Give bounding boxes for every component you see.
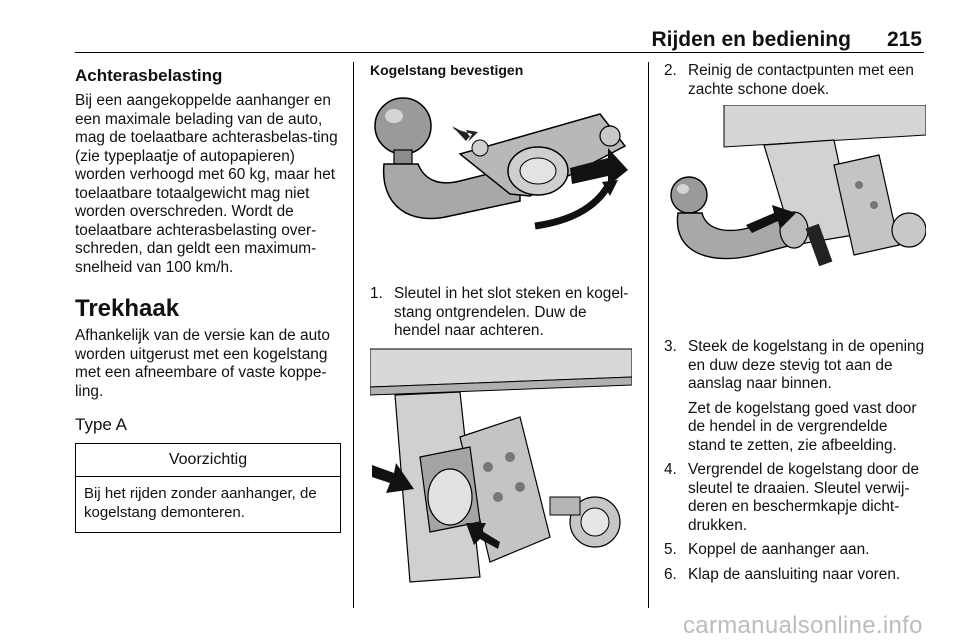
column-divider-2 (648, 62, 649, 608)
step-1 (370, 285, 635, 341)
step-3 (664, 338, 926, 394)
heading-type-a: Type A (75, 415, 127, 434)
step-5 (664, 541, 926, 560)
page-number: 215 (886, 28, 922, 51)
paragraph-trekhaak: Afhankelijk van de versie kan de auto worden uitgerust met een kogelstang met een afneembare of vaste koppe-ling. (75, 327, 330, 400)
right-column (664, 62, 926, 590)
tow-bar-illustration-1 (370, 86, 632, 246)
subheading-kogelstang-bevestigen: Kogelstang bevestigen (370, 62, 524, 78)
step-6-text: Klap de aansluiting naar voren. (688, 565, 901, 583)
caution-body: Bij het rijden zonder aanhanger, de kogelstang demonteren. (84, 485, 317, 521)
step-4 (664, 461, 926, 535)
step-6-number: 6. (664, 565, 677, 583)
step-5-number: 5. (664, 541, 677, 558)
paragraph-achterasbelasting: Bij een aangekoppelde aanhanger en een maximale belading van de auto, mag de toelaatbare achterasbelas-ting (zie typeplaatje of autopapieren) worden verhoogd met 60 kg, maar het toelaatbare totaalgewicht mag niet worden overschreden. Wordt de toelaatbare achterasbelasting over-schreden, dan geldt een maximum-snelheid van 100 km/h. (75, 92, 338, 276)
tow-bar-illustration-3 (664, 105, 926, 275)
middle-column (370, 62, 635, 592)
caution-title: Voorzichtig (76, 444, 340, 477)
tow-bar-illustration-2 (370, 347, 632, 587)
step-3-number: 3. (664, 338, 677, 355)
heading-achterasbelasting: Achterasbelasting (75, 66, 223, 85)
heading-trekhaak: Trekhaak (75, 295, 180, 322)
page-header (651, 28, 922, 52)
step-4-number: 4. (664, 461, 677, 478)
step-2-text: Reinig de contactpunten met een zachte schone doek. (688, 62, 914, 98)
watermark: carmanualsonline.info (683, 612, 923, 639)
step-5-text: Koppel de aanhanger aan. (688, 541, 870, 558)
step-1-number: 1. (370, 285, 383, 302)
caution-box (75, 443, 341, 533)
step-3-note: Zet de kogelstang goed vast door de hendel in de vergrendelde stand te zetten, zie afbeelding. (688, 399, 917, 454)
step-4-text: Vergrendel de kogelstang door de sleutel te draaien. Sleutel verwij-deren en beschermkapje dicht-drukken. (688, 461, 920, 534)
step-3-text: Steek de kogelstang in de opening en duw deze stevig tot aan de aanslag naar binnen. (688, 338, 925, 392)
step-2 (664, 62, 926, 99)
step-6 (664, 566, 926, 585)
section-title: Rijden en bediening (651, 28, 851, 51)
step-2-number: 2. (664, 62, 677, 79)
left-column (75, 62, 341, 533)
header-rule (75, 52, 924, 53)
column-divider-1 (353, 62, 354, 608)
step-1-text: Sleutel in het slot steken en kogel-stang ontgrendelen. Duw de hendel naar achteren. (394, 285, 629, 339)
